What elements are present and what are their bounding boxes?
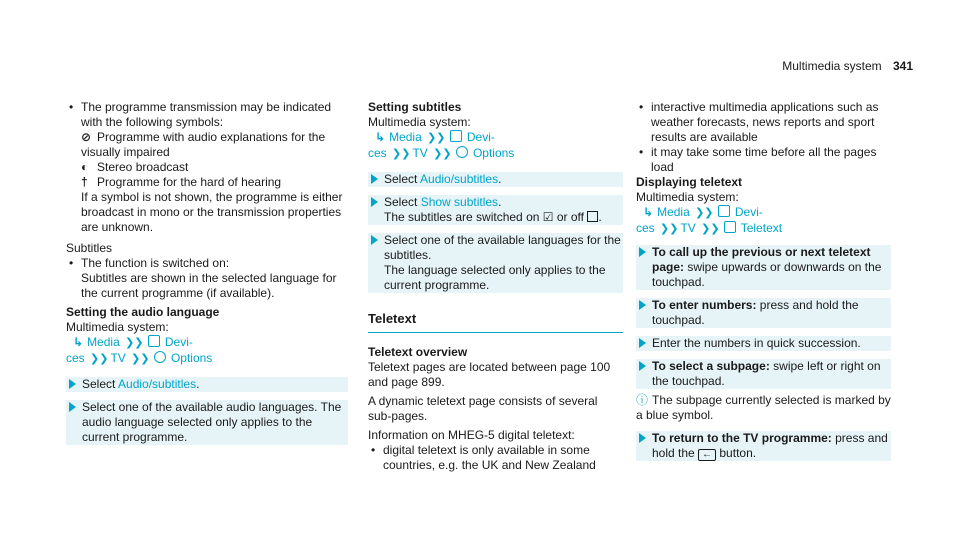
- step-text: or off: [553, 210, 588, 224]
- symbol-note: If a symbol is not shown, the programme is either broadcast in mono or the transmission properties are unknown.: [81, 190, 343, 234]
- step-triangle-icon: [639, 361, 646, 371]
- nav-devices-cont[interactable]: ces: [66, 351, 85, 365]
- nav-chevron-icon: ❯❯: [427, 132, 446, 144]
- step-select-subpage: [636, 359, 891, 389]
- step-select-audio-subtitles: [66, 377, 348, 392]
- multimedia-system-label: Multimedia system:: [368, 115, 471, 129]
- nav-tv[interactable]: TV: [110, 351, 126, 365]
- teletext-bullet: • interactive multimedia applications such as weather forecasts, news reports and sport results are available: [636, 100, 891, 145]
- step-triangle-icon: [371, 235, 378, 245]
- nav-devices-cont[interactable]: ces: [368, 146, 387, 160]
- info-note: [636, 393, 891, 423]
- step-enter-numbers: [636, 298, 891, 328]
- symbol-label: Programme for the hard of hearing: [97, 175, 282, 189]
- nav-devices-cont[interactable]: ces: [636, 221, 655, 235]
- step-triangle-icon: [69, 379, 76, 389]
- step-bold-text: To enter numbers:: [652, 298, 757, 312]
- step-text: swipe upwards or downwards on the touchpad.: [652, 260, 882, 289]
- step-text: .: [196, 377, 200, 391]
- step-show-subtitles: [368, 195, 623, 225]
- audio-description-icon: ⊘: [81, 130, 92, 144]
- subtitles-bullet: • The function is switched on:: [66, 256, 348, 271]
- audio-language-heading: Setting the audio language: [66, 305, 220, 319]
- overview-paragraph: A dynamic teletext page consists of several sub-pages.: [368, 394, 598, 423]
- intro-bullet: • The programme transmission may be indicated with the following symbols:: [66, 100, 348, 130]
- stereo-icon: ◐: [81, 160, 89, 174]
- nav-tv[interactable]: TV: [680, 221, 696, 235]
- nav-media[interactable]: Media: [389, 130, 422, 144]
- multimedia-system-label: Multimedia system:: [636, 190, 739, 204]
- nav-chevron-icon: ❯❯: [433, 148, 452, 160]
- audio-subtitles-link[interactable]: Audio/subtitles: [420, 172, 499, 186]
- nav-tv[interactable]: TV: [412, 146, 428, 160]
- step-select-subtitle-language: [368, 233, 623, 293]
- header-title: Multimedia system: [782, 59, 882, 73]
- step-bold-text: To return to the TV programme:: [652, 431, 832, 445]
- gear-icon: [154, 351, 166, 363]
- step-text: swipe left or right on the touchpad.: [652, 359, 881, 388]
- step-text: Select: [384, 172, 421, 186]
- nav-path: [368, 130, 623, 146]
- step-return-to-tv: [636, 431, 891, 461]
- nav-devices[interactable]: Devi-: [466, 130, 495, 144]
- nav-chevron-icon: ❯❯: [660, 223, 679, 235]
- subtitles-detail: Subtitles are shown in the selected language for the current programme (if available).: [81, 271, 337, 300]
- overview-paragraph: Teletext pages are located between page 100 and page 899.: [368, 360, 611, 389]
- back-button-icon: ←: [698, 449, 716, 461]
- nav-devices[interactable]: Devi-: [734, 205, 763, 219]
- step-call-up-page: [636, 245, 891, 290]
- note-text: The subpage currently selected is marked by a blue symbol.: [636, 393, 891, 422]
- step-text: Select: [384, 195, 421, 209]
- displaying-teletext-heading: Displaying teletext: [636, 175, 743, 189]
- symbol-row: [66, 175, 348, 190]
- step-select-audio-language: [66, 400, 348, 445]
- nav-options[interactable]: Options: [472, 146, 515, 160]
- checkbox-checked-icon: ☑: [542, 210, 554, 224]
- step-text: Select one of the available audio languages. The audio language selected only applies to the current programme.: [82, 400, 342, 444]
- step-text: The subtitles are switched on: [384, 210, 543, 224]
- info-icon: ⓘ: [636, 393, 649, 407]
- step-triangle-icon: [639, 433, 646, 443]
- gear-icon: [456, 146, 468, 158]
- step-text: .: [598, 210, 602, 224]
- step-triangle-icon: [639, 247, 646, 257]
- subtitles-heading: Subtitles: [66, 241, 113, 255]
- step-bold-text: To select a subpage:: [652, 359, 770, 373]
- devices-icon: [450, 130, 462, 142]
- nav-chevron-icon: ❯❯: [90, 353, 109, 365]
- nav-options[interactable]: Options: [170, 351, 213, 365]
- step-text: press and hold the: [652, 431, 888, 460]
- symbol-label: Stereo broadcast: [97, 160, 189, 174]
- step-text: The language selected only applies to the current programme.: [384, 263, 606, 292]
- column-3: [636, 100, 891, 461]
- overview-paragraph: Information on MHEG-5 digital teletext:: [368, 428, 575, 442]
- step-triangle-icon: [69, 402, 76, 412]
- nav-media[interactable]: Media: [657, 205, 690, 219]
- nav-chevron-icon: ❯❯: [125, 337, 144, 349]
- nav-path-cont: [368, 146, 623, 162]
- symbol-row: [66, 130, 348, 160]
- step-select-audio-subtitles: [368, 172, 623, 187]
- teletext-icon: [724, 221, 736, 233]
- checkbox-empty-icon: [587, 211, 598, 222]
- nav-chevron-icon: ❯❯: [701, 223, 720, 235]
- teletext-section-title: Teletext: [368, 311, 623, 333]
- nav-hook-arrow-icon: ↳: [643, 205, 654, 219]
- nav-path-cont: [66, 351, 348, 367]
- show-subtitles-link[interactable]: Show subtitles: [420, 195, 499, 209]
- nav-hook-arrow-icon: ↳: [375, 130, 386, 144]
- step-text: .: [498, 172, 502, 186]
- step-text: button.: [716, 446, 757, 460]
- step-triangle-icon: [639, 338, 646, 348]
- hard-of-hearing-icon: †: [81, 175, 88, 189]
- step-text: Select one of the available languages for the subtitles.: [384, 233, 621, 262]
- nav-path: [636, 205, 891, 221]
- step-text: press and hold the touchpad.: [652, 298, 859, 327]
- column-2: [368, 100, 623, 473]
- step-triangle-icon: [371, 174, 378, 184]
- multimedia-system-label: Multimedia system:: [66, 320, 169, 334]
- nav-chevron-icon: ❯❯: [392, 148, 411, 160]
- nav-devices[interactable]: Devi-: [164, 335, 193, 349]
- step-triangle-icon: [371, 197, 378, 207]
- nav-path-cont: [636, 221, 891, 237]
- page-number: 341: [892, 59, 913, 73]
- teletext-bullet: • it may take some time before all the pages load: [636, 145, 891, 175]
- step-bold-text: To call up the previous or next teletext page:: [652, 245, 871, 274]
- symbol-label: Programme with audio explanations for the visually impaired: [81, 130, 326, 159]
- nav-chevron-icon: ❯❯: [695, 207, 714, 219]
- step-text: Select: [82, 377, 119, 391]
- audio-subtitles-link[interactable]: Audio/subtitles: [118, 377, 197, 391]
- nav-hook-arrow-icon: ↳: [73, 335, 84, 349]
- step-enter-quick: [636, 336, 891, 351]
- step-text: Enter the numbers in quick succession.: [652, 336, 861, 350]
- overview-bullet: • digital teletext is only available in some countries, e.g. the UK and New Zealand: [368, 443, 623, 473]
- nav-chevron-icon: ❯❯: [131, 353, 150, 365]
- setting-subtitles-heading: Setting subtitles: [368, 100, 462, 114]
- page-header: [782, 59, 913, 74]
- devices-icon: [718, 205, 730, 217]
- column-1: [66, 100, 348, 445]
- nav-teletext[interactable]: Teletext: [740, 221, 783, 235]
- step-triangle-icon: [639, 300, 646, 310]
- symbol-row: [66, 160, 348, 175]
- teletext-overview-heading: Teletext overview: [368, 345, 468, 359]
- devices-icon: [148, 335, 160, 347]
- nav-path: [66, 335, 348, 351]
- nav-media[interactable]: Media: [87, 335, 120, 349]
- step-text: .: [498, 195, 502, 209]
